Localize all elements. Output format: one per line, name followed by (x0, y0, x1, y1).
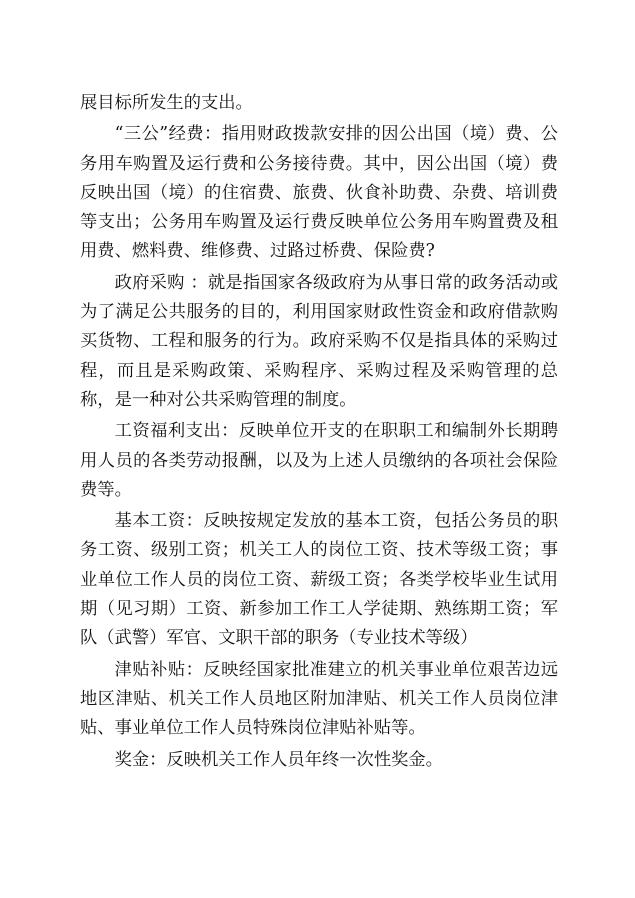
paragraph-bonus: 奖金：反映机关工作人员年终一次性奖金。 (114, 749, 443, 770)
paragraph-three-public-expenses: “三公”经费：指用财政拨款安排的因公出国（境）费、公务用车购置及运行费和公务接待费。其中，因公出国（境）费反映出国（境）的住宿费、旅费、伙食补助费、杂费、培训费等支出；公务用车购置及运行费反映单位公务用车购置费及租用费、燃料费、维修费、过路过桥费、保险费? (80, 124, 558, 262)
paragraph-allowances: 津贴补贴：反映经国家批准建立的机关事业单位艰苦边远地区津贴、机关工作人员地区附加津贴、机关工作人员岗位津贴、事业单位工作人员特殊岗位津贴补贴等。 (80, 659, 558, 739)
document-body (80, 89, 558, 777)
paragraph-basic-wage: 基本工资：反映按规定发放的基本工资，包括公务员的职务工资、级别工资；机关工人的岗位工资、技术等级工资；事业单位工作人员的岗位工资、薪级工资；各类学校毕业生试用期（见习期）工资、新参加工作工人学徒期、熟练期工资；军队（武警）军官、文职干部的职务（专业技术等级） (80, 511, 558, 649)
paragraph-government-procurement: 政府采购 ：就是指国家各级政府为从事日常的政务活动或为了满足公共服务的目的，利用国家财政性资金和政府借款购买货物、工程和服务的行为。政府采购不仅是指具体的采购过程，而且是采购政策、采购程序、采购过程及采购管理的总称，是一种对公共采购管理的制度。 (80, 272, 558, 410)
paragraph-continuation: 展目标所发生的支出。 (80, 93, 253, 113)
paragraph-wage-welfare: 工资福利支出：反映单位开支的在职职工和编制外长期聘用人员的各类劳动报酬，以及为上述人员缴纳的各项社会保险费等。 (80, 421, 558, 500)
